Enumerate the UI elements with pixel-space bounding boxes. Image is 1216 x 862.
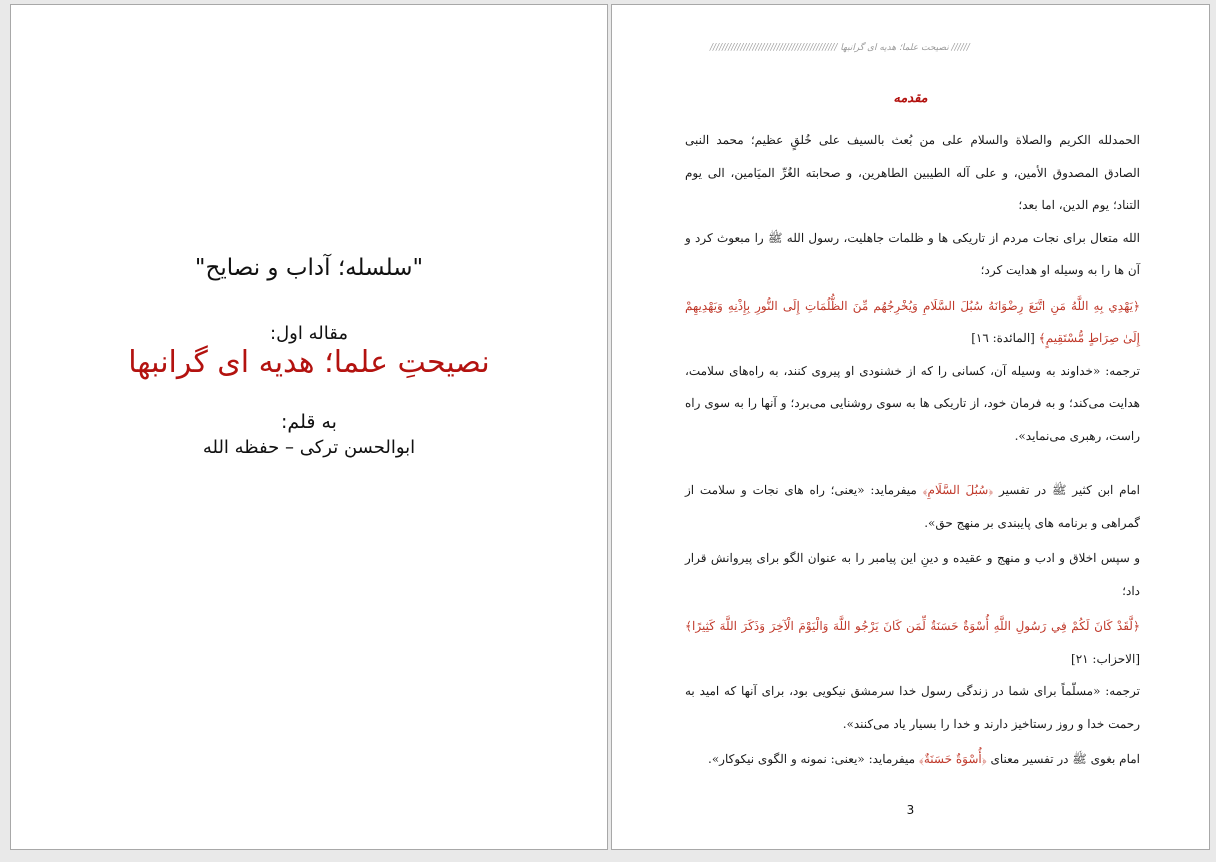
paragraph [685, 474, 1140, 539]
quran-verse: ﴿لَّقَدْ كَانَ لَكُمْ فِي رَسُولِ اللَّهِ أُسْوَةٌ حَسَنَةٌ لِّمَن كَانَ يَرْجُو اللَّهَ وَالْيَوْمَ الْآخِرَ وَذَكَرَ اللَّهَ كَثِيرًا﴾ [685, 619, 1140, 633]
verse-reference: [المائدة: ١٦] [971, 331, 1035, 345]
paragraph-text: میفرماید: «یعنی؛ راه های نجات و سلامت از گمراهی و برنامه های پایبندی بر منهج حق». [685, 483, 1140, 530]
paragraph-text: میفرماید: «یعنی: نمونه و الگوی نیکوکار». [708, 752, 916, 766]
author-name: ابوالحسن ترکی – حفظه الله [202, 437, 416, 458]
verse-reference: [الاحزاب: ٢١] [1071, 651, 1140, 666]
series-title: "سلسله؛ آداب و نصایح" [194, 255, 424, 281]
body-text [685, 124, 1140, 776]
right-page [611, 4, 1210, 850]
quran-verse-block [685, 290, 1140, 355]
paragraph [685, 743, 1140, 776]
byline-label: به قلم: [281, 411, 337, 433]
paragraph-text: امام ابن کثیر ﷺ در تفسیر [999, 483, 1140, 497]
running-header: ////// نصیحت علما؛ هدیه ای گرانبها ////////////////////////////////////////// [710, 43, 970, 53]
paragraph: الحمدلله الكريم والصلاة والسلام على من بُعث بالسيف على خُلقٍ عظيم؛ محمد النبى الصادق المصدوق الأمين، و على آله الطيبين الطاهرين، و صحابته الغُرِّ الميَامين، الى يوم التناد؛ يوم الدين، اما بعد؛ [685, 133, 1140, 212]
paragraph: ترجمه: «مسلّماً برای شما در زندگی رسول خدا سرمشق نیکویی بود، برای آنها که امید به رحمت خدا و روز رستاخیز دارند و خدا را بسیار یاد می‌کنند». [685, 684, 1140, 731]
article-title: نصیحتِ علما؛ هدیه ای گرانبها [128, 345, 490, 380]
quran-verse: ﴿سُبُلَ السَّلَامِ﴾ [922, 483, 994, 497]
paragraph: ترجمه: «خداوند به وسیله آن، کسانی را که از خشنودی او پیروی کنند، به راه‌های سلامت، هدایت می‌کند؛ و به فرمان خود، از تاریکی ها به سوی روشنایی می‌برد؛ و آنها را به سوی راه راست، رهبری می‌نماید». [685, 363, 1140, 443]
quran-verse: ﴿يَهْدِي بِهِ اللَّهُ مَنِ اتَّبَعَ رِضْوَانَهُ سُبُلَ السَّلَامِ وَيُخْرِجُهُم مِّنَ الظُّلُمَاتِ إِلَى النُّورِ بِإِذْنِهِ وَيَهْدِيهِمْ إِلَىٰ صِرَاطٍ مُّسْتَقِيمٍ﴾ [685, 298, 1140, 345]
quran-verse-block [685, 610, 1140, 675]
section-heading: مقدمه [893, 91, 928, 106]
quran-verse: ﴿أُسْوَةٌ حَسَنَةٌ﴾ [918, 752, 987, 766]
page-number: 3 [906, 803, 915, 817]
paragraph: الله متعال برای نجات مردم از تاریکی ها و ظلمات جاهلیت، رسول الله ﷺ را مبعوث کرد و آن ها را به وسیله او هدایت کرد؛ [685, 230, 1140, 277]
left-page [10, 4, 608, 850]
article-label: مقاله اول: [270, 323, 348, 344]
paragraph: و سپس اخلاق و ادب و منهج و عقیده و دینِ این پیامبر را به عنوان الگو برای پیروانش قرار داد؛ [685, 551, 1140, 598]
paragraph-text: امام بغوی ﷺ در تفسیر معنای [990, 752, 1140, 766]
